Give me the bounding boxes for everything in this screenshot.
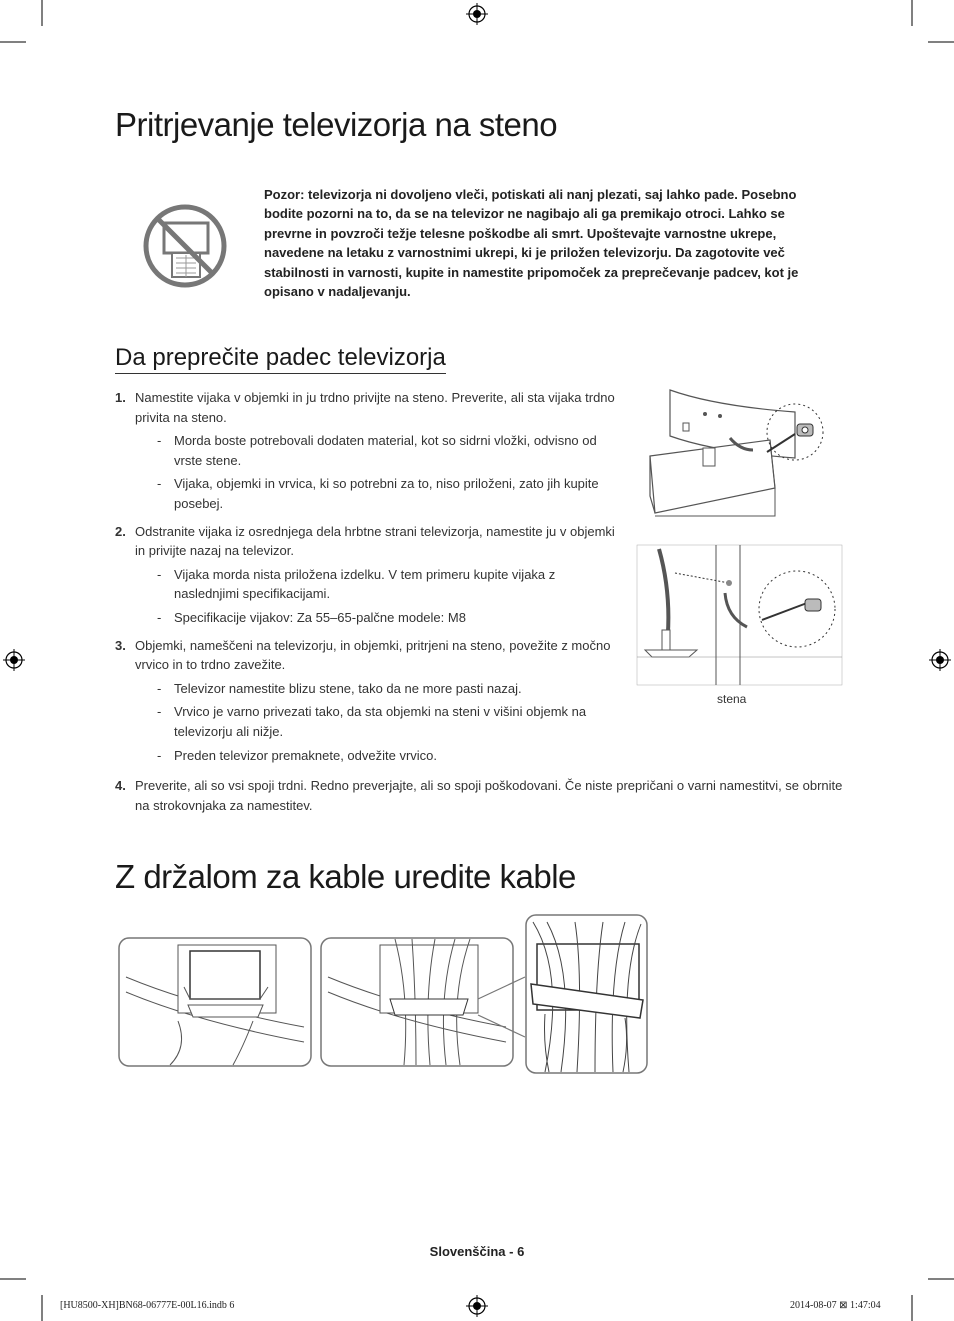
cable-holder-detail-illustration <box>525 914 648 1074</box>
wall-caption: stena <box>717 692 747 706</box>
list-item: 3. Objemki, nameščeni na televizorju, in objemki, pritrjeni na steno, povežite z močno vrvico in to trdno zavežite. - Televizor namestite blizu stene, tako da ne more pasti nazaj. - Vrvico je varno privezati tako, da sta objemki na steni v višini objemk na televizorju ali nižje. - Preden televizor premaknete, odvežite vrvico. <box>115 636 615 766</box>
print-slug-right: 2014-08-07 ⊠ 1:47:04 <box>790 1300 881 1311</box>
section-title: Z držalom za kable uredite kable <box>115 858 576 895</box>
safety-warning: Pozor: televizorja ni dovoljeno vleči, potiskati ali nanj plezati, saj lahko pade. Posebno bodite pozorni na to, da se na televizor ne nagibajo ali ga premikajo otroci. Lahko se prevrne in povzroči težje telesne poškodbe ali smrt. Upoštevajte varnostne ukrepe, navedene na letaku z varnostnimi ukrepi, ki je priložen televizorju. Da zagotovite več stabilnosti in varnosti, kupite in namestite pripomoček za preprečevanje padcev, kot je opisano v nadaljevanju. <box>264 187 799 300</box>
cable-holder-step1-illustration <box>118 937 312 1067</box>
list-subitem: - Specifikacije vijakov: Za 55–65-palčne modele: M8 <box>157 609 466 625</box>
list-subitem: - Vijaka, objemki in vrvica, ki so potrebni za to, niso priloženi, zato jih kupite posebej. <box>157 476 599 511</box>
list-item: 1. Namestite vijaka v objemki in ju trdno privijte na steno. Preverite, ali sta vijaka trdno privita na steno. - Morda boste potrebovali dodaten material, kot so sidrni vložki, odvisno od vrste stene. - Vijaka, objemki in vrvica, ki so potrebni za to, niso priloženi, zato jih kupite posebej. <box>115 388 615 514</box>
list-subitem: - Vijaka morda nista priložena izdelku. V tem primeru kupite vijaka z naslednjimi specifikacijami. <box>157 566 556 602</box>
list-item: 4. Preverite, ali so vsi spoji trdni. Redno preverjajte, ali so spoji poškodovani. Če niste prepričani o varni namestitvi, se obrnite na strokovnjaka za namestitev. <box>115 778 843 813</box>
tv-back-bracket-illustration <box>645 388 840 528</box>
list-subitem: - Vrvico je varno privezati tako, da sta objemki na steni v višini objemk na televizorju ali nižje. <box>157 704 587 739</box>
print-slug-left: [HU8500-XH]BN68-06777E-00L16.indb 6 <box>60 1300 235 1311</box>
list-subitem: - Preden televizor premaknete, odvežite vrvico. <box>157 747 438 763</box>
registration-mark-icon <box>3 649 25 671</box>
registration-mark-icon <box>929 649 951 671</box>
section-subtitle: Da preprečite padec televizorja <box>115 344 446 374</box>
page-title: Pritrjevanje televizorja na steno <box>115 106 558 143</box>
registration-mark-icon <box>466 1295 488 1317</box>
page-footer: Slovenščina - 6 <box>429 1244 525 1259</box>
registration-mark-icon <box>466 3 488 25</box>
instruction-list <box>115 388 615 773</box>
no-climbing-icon <box>142 203 228 289</box>
list-subitem: - Morda boste potrebovali dodaten material, kot so sidrni vložki, odvisno od vrste stene. <box>157 433 597 468</box>
tv-wall-tie-illustration <box>637 545 842 685</box>
cable-holder-step2-illustration <box>320 937 514 1067</box>
list-item: 2. Odstranite vijaka iz osrednjega dela hrbtne strani televizorja, namestite ju v objemki in privijte nazaj na televizor. - Vijaka morda nista priložena izdelku. V tem primeru kupite vijaka z naslednjimi specifikacijami. - Specifikacije vijakov: Za 55–65-palčne modele: M8 <box>115 522 615 628</box>
list-subitem: - Televizor namestite blizu stene, tako da ne more pasti nazaj. <box>157 680 522 696</box>
